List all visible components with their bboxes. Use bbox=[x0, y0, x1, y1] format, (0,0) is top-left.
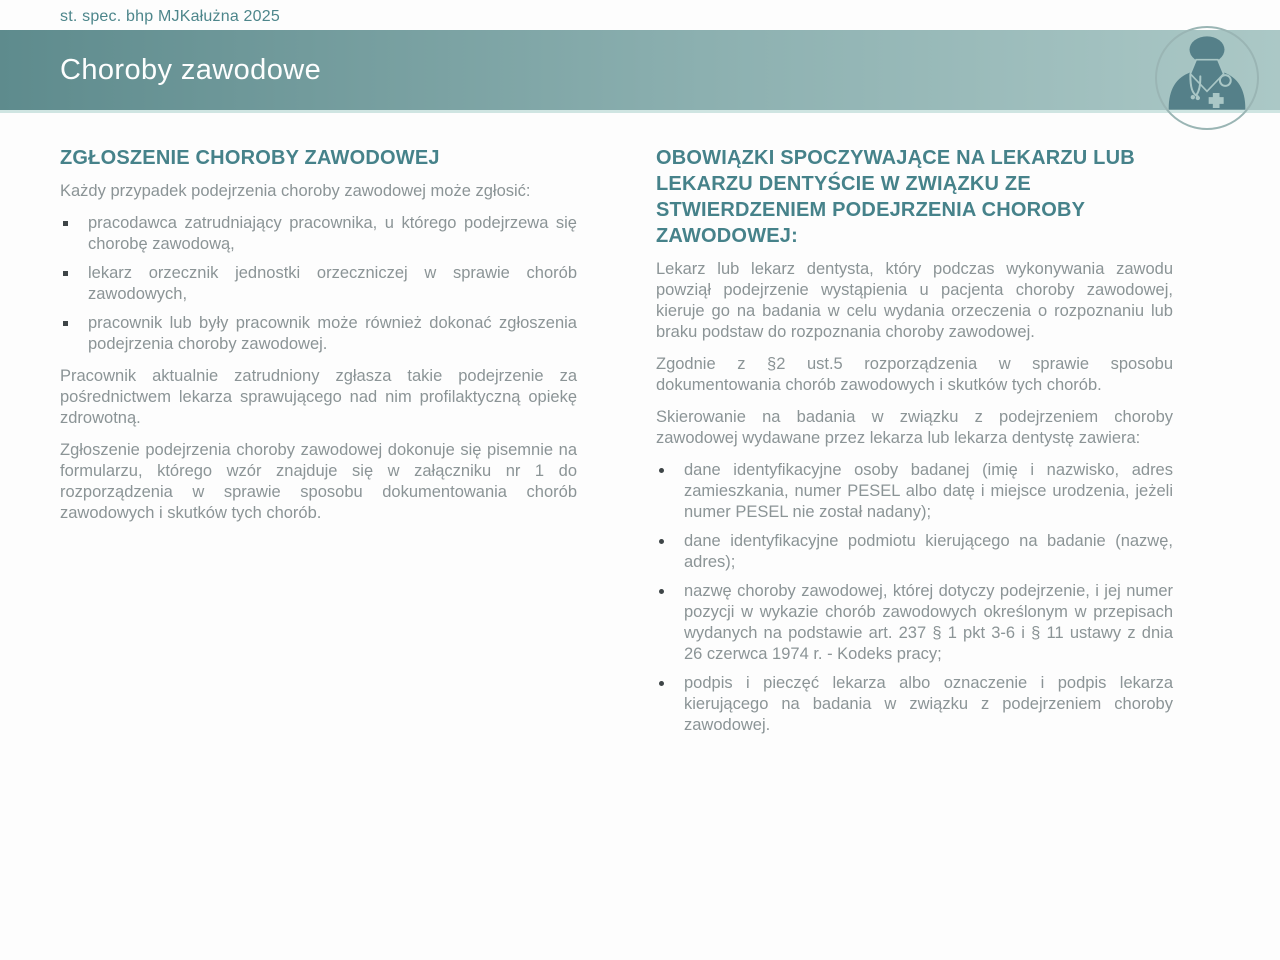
list-item bbox=[60, 313, 577, 355]
right-column bbox=[656, 145, 1173, 747]
bullet-text: pracodawca zatrudniający pracownika, u którego podejrzewa się chorobę zawodową, bbox=[88, 214, 577, 253]
header-bar bbox=[0, 30, 1280, 113]
bullet-dot-icon bbox=[659, 539, 664, 544]
list-item bbox=[656, 531, 1173, 573]
right-paragraph: Zgodnie z §2 ust.5 rozporządzenia w sprawie sposobu dokumentowania chorób zawodowych i skutków tych chorób. bbox=[656, 355, 1173, 394]
bullet-dot-icon bbox=[659, 468, 664, 473]
slide-content bbox=[0, 145, 1280, 747]
bullet-text: dane identyfikacyjne osoby badanej (imię i nazwisko, adres zamieszkania, numer PESEL albo datę i miejsce urodzenia, jeżeli numer PESEL nie został nadany); bbox=[684, 461, 1173, 521]
bullet-text: pracownik lub były pracownik może również dokonać zgłoszenia podejrzenia choroby zawodowej. bbox=[88, 314, 577, 353]
bullet-square-icon bbox=[63, 321, 68, 326]
bullet-square-icon bbox=[63, 221, 68, 226]
left-bullet-list bbox=[60, 213, 577, 355]
right-paragraph: Skierowanie na badania w związku z podejrzeniem choroby zawodowej wydawane przez lekarza lub lekarza dentystę zawiera: bbox=[656, 408, 1173, 447]
doctor-badge bbox=[1155, 26, 1259, 130]
list-item bbox=[60, 213, 577, 255]
list-item bbox=[656, 581, 1173, 665]
credit-text: st. spec. bhp MJKałużna 2025 bbox=[60, 8, 280, 25]
left-paragraph: Zgłoszenie podejrzenia choroby zawodowej dokonuje się pisemnie na formularzu, którego wzór znajduje się w załączniku nr 1 do rozporządzenia w sprawie sposobu dokumentowania chorób zawodowych i skutków tych chorób. bbox=[60, 441, 577, 522]
bullet-dot-icon bbox=[659, 589, 664, 594]
bullet-text: dane identyfikacyjne podmiotu kierującego na badanie (nazwę, adres); bbox=[684, 532, 1173, 571]
bullet-square-icon bbox=[63, 271, 68, 276]
left-intro: Każdy przypadek podejrzenia choroby zawodowej może zgłosić: bbox=[60, 182, 531, 200]
list-item bbox=[656, 673, 1173, 736]
right-section-heading: OBOWIĄZKI SPOCZYWAJĄCE NA LEKARZU LUB LEKARZU DENTYŚCIE W ZWIĄZKU ZE STWIERDZENIEM PODEJRZENIA CHOROBY ZAWODOWEJ: bbox=[656, 147, 1135, 247]
page-title: Choroby zawodowe bbox=[60, 54, 322, 86]
bullet-text: nazwę choroby zawodowej, której dotyczy podejrzenie, i jej numer pozycji w wykazie chorób zawodowych określonym w przepisach wydanych na podstawie art. 237 § 1 pkt 3-6 i § 11 ustawy z dnia 26 czerwca 1974 r. - Kodeks pracy; bbox=[684, 582, 1173, 663]
right-paragraph: Lekarz lub lekarz dentysta, który podczas wykonywania zawodu powziął podejrzenie wystąpienia u pacjenta choroby zawodowej, kieruje go na badania w celu wydania orzeczenia o rozpoznaniu lub braku podstaw do rozpoznania choroby zawodowej. bbox=[656, 260, 1173, 341]
list-item bbox=[656, 460, 1173, 523]
left-section-heading: ZGŁOSZENIE CHOROBY ZAWODOWEJ bbox=[60, 147, 440, 169]
list-item bbox=[60, 263, 577, 305]
bullet-text: podpis i pieczęć lekarza albo oznaczenie i podpis lekarza kierującego na badania w związku z podejrzeniem choroby zawodowej. bbox=[684, 674, 1173, 734]
bullet-text: lekarz orzecznik jednostki orzeczniczej w sprawie chorób zawodowych, bbox=[88, 264, 577, 303]
doctor-icon bbox=[1157, 28, 1257, 128]
right-bullet-list bbox=[656, 460, 1173, 736]
bullet-dot-icon bbox=[659, 681, 664, 686]
left-column bbox=[60, 145, 577, 747]
left-paragraph: Pracownik aktualnie zatrudniony zgłasza takie podejrzenie za pośrednictwem lekarza sprawującego nad nim profilaktyczną opiekę zdrowotną. bbox=[60, 367, 577, 427]
